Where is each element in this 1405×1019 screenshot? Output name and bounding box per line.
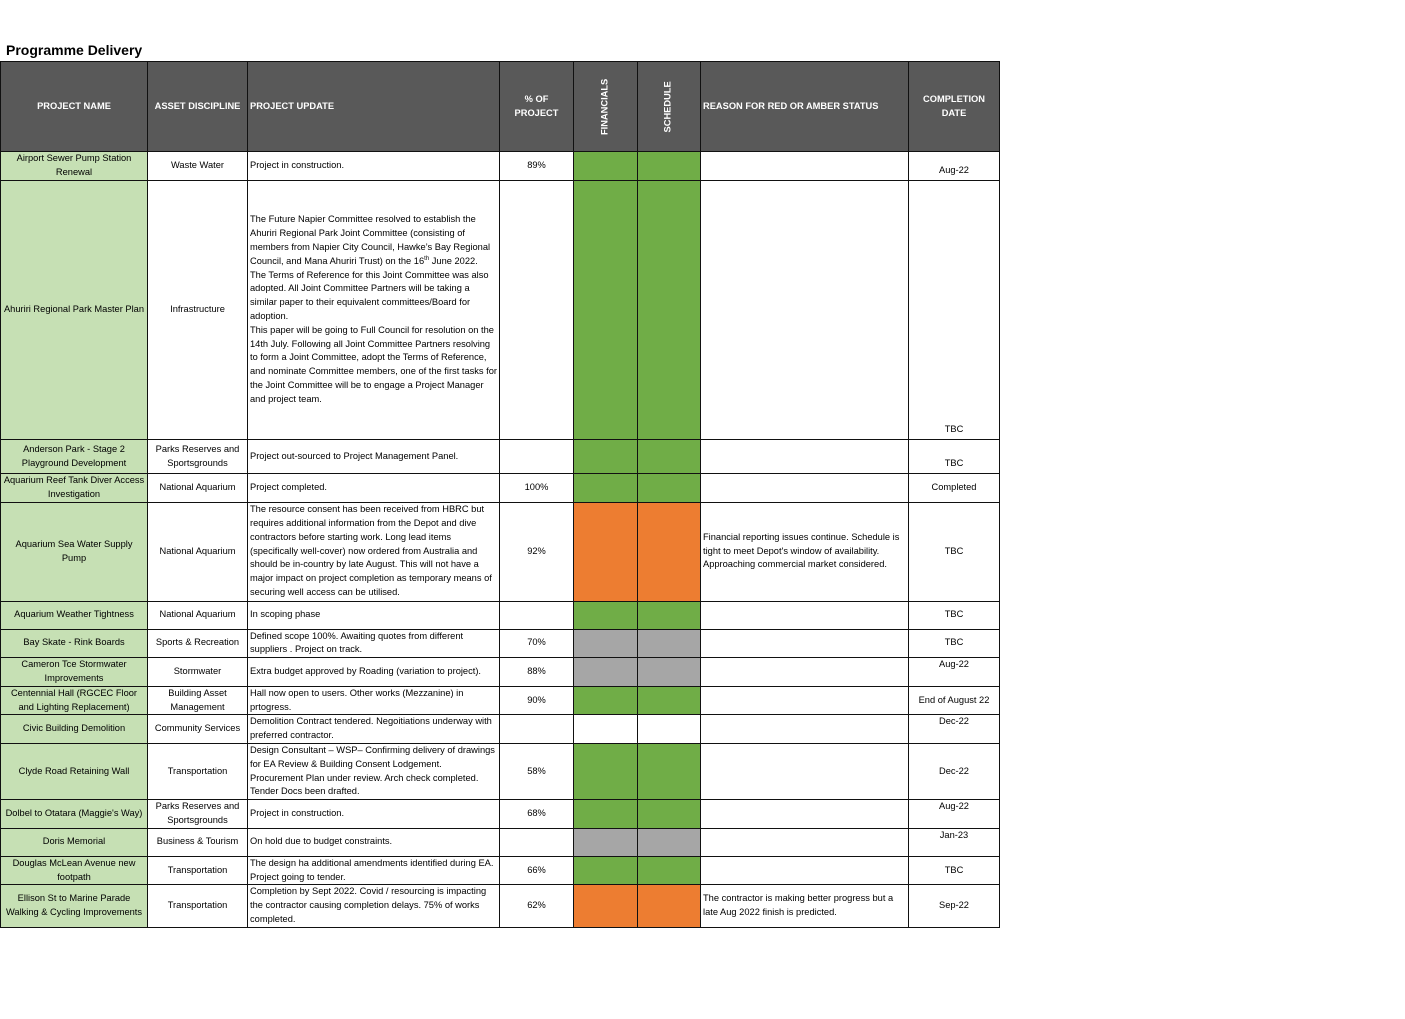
completion-cell: TBC xyxy=(909,601,1000,629)
reason-cell xyxy=(701,440,909,474)
project-name-cell: Anderson Park - Stage 2 Playground Development xyxy=(1,440,148,474)
completion-cell: TBC xyxy=(909,181,1000,440)
reason-cell xyxy=(701,474,909,503)
schedule-status-cell xyxy=(638,502,701,601)
header-project-name: PROJECT NAME xyxy=(1,62,148,152)
financials-status-cell xyxy=(574,715,638,744)
discipline-cell: Building Asset Management xyxy=(148,686,248,715)
completion-cell: Dec-22 xyxy=(909,715,1000,744)
reason-cell xyxy=(701,828,909,856)
header-completion: COMPLETION DATE xyxy=(909,62,1000,152)
completion-cell: Jan-23 xyxy=(909,828,1000,856)
schedule-status-cell xyxy=(638,686,701,715)
discipline-cell: National Aquarium xyxy=(148,474,248,503)
percent-cell: 66% xyxy=(500,856,574,885)
financials-status-cell xyxy=(574,440,638,474)
discipline-cell: Infrastructure xyxy=(148,181,248,440)
schedule-status-cell xyxy=(638,828,701,856)
programme-table xyxy=(0,61,1000,928)
update-cell: In scoping phase xyxy=(248,601,500,629)
completion-cell: Dec-22 xyxy=(909,743,1000,799)
reason-cell xyxy=(701,181,909,440)
update-cell xyxy=(248,181,500,440)
project-name-cell: Clyde Road Retaining Wall xyxy=(1,743,148,799)
completion-cell: Aug-22 xyxy=(909,152,1000,181)
table-row xyxy=(1,474,1000,503)
completion-cell: Completed xyxy=(909,474,1000,503)
header-project-update: PROJECT UPDATE xyxy=(248,62,500,152)
discipline-cell: Parks Reserves and Sportsgrounds xyxy=(148,440,248,474)
table-row xyxy=(1,800,1000,829)
schedule-status-cell xyxy=(638,800,701,829)
table-row xyxy=(1,152,1000,181)
table-row xyxy=(1,715,1000,744)
header-reason: REASON FOR RED OR AMBER STATUS xyxy=(701,62,909,152)
percent-cell xyxy=(500,601,574,629)
update-superscript: th xyxy=(424,255,430,262)
discipline-cell: Stormwater xyxy=(148,658,248,687)
completion-cell: TBC xyxy=(909,629,1000,658)
page-title: Programme Delivery xyxy=(6,42,143,58)
financials-status-cell xyxy=(574,181,638,440)
header-schedule xyxy=(638,62,701,152)
table-row xyxy=(1,856,1000,885)
percent-cell xyxy=(500,440,574,474)
update-cell: Project completed. xyxy=(248,474,500,503)
percent-cell: 88% xyxy=(500,658,574,687)
update-cell: Design Consultant – WSP– Confirming delivery of drawings for EA Review & Building Consent Lodgement. Procurement Plan under review. Arch check completed. Tender Docs been drafted. xyxy=(248,743,500,799)
schedule-status-cell xyxy=(638,601,701,629)
percent-cell xyxy=(500,181,574,440)
financials-status-cell xyxy=(574,686,638,715)
header-financials-label: FINANCIALS xyxy=(599,78,610,135)
financials-status-cell xyxy=(574,856,638,885)
discipline-cell: Transportation xyxy=(148,743,248,799)
completion-cell: Aug-22 xyxy=(909,800,1000,829)
reason-cell xyxy=(701,601,909,629)
update-text-a: The Future Napier Committee resolved to establish the Ahuriri Regional Park Joint Committee (consisting of members from Napier City Council, Hawke’s Bay Regional Council, and Mana Ahuriri Trust) on the 16 xyxy=(250,214,491,266)
schedule-status-cell xyxy=(638,181,701,440)
table-row xyxy=(1,743,1000,799)
table-row xyxy=(1,440,1000,474)
financials-status-cell xyxy=(574,601,638,629)
header-row xyxy=(1,62,1000,152)
reason-cell xyxy=(701,152,909,181)
table-row xyxy=(1,658,1000,687)
update-cell: Project in construction. xyxy=(248,800,500,829)
header-financials xyxy=(574,62,638,152)
financials-status-cell xyxy=(574,800,638,829)
update-cell: The resource consent has been received from HBRC but requires additional information from the Depot and dive contractors before starting work. Long lead items (specifically well-cover) now ordered from Australia and should be in-country by late August. This will not have a major impact on project completion as temporary means of securing well access can be utilised. xyxy=(248,502,500,601)
percent-cell xyxy=(500,828,574,856)
project-name-cell: Bay Skate - Rink Boards xyxy=(1,629,148,658)
table-row xyxy=(1,601,1000,629)
reason-cell xyxy=(701,715,909,744)
financials-status-cell xyxy=(574,885,638,927)
reason-cell: Financial reporting issues continue. Schedule is tight to meet Depot's window of availability. Approaching commercial market considered. xyxy=(701,502,909,601)
discipline-cell: Transportation xyxy=(148,885,248,927)
update-text-c: The Terms of Reference for this Joint Committee was also adopted. All Joint Committee Partners will be taking a similar paper to their equivalent committees/Board for adoption. xyxy=(250,269,489,321)
financials-status-cell xyxy=(574,152,638,181)
discipline-cell: Waste Water xyxy=(148,152,248,181)
schedule-status-cell xyxy=(638,885,701,927)
update-cell: Extra budget approved by Roading (variation to project). xyxy=(248,658,500,687)
reason-cell xyxy=(701,800,909,829)
project-name-cell: Ellison St to Marine Parade Walking & Cycling Improvements xyxy=(1,885,148,927)
update-cell: On hold due to budget constraints. xyxy=(248,828,500,856)
percent-cell xyxy=(500,715,574,744)
discipline-cell: Parks Reserves and Sportsgrounds xyxy=(148,800,248,829)
update-text-b: June 2022. xyxy=(429,255,478,266)
percent-cell: 92% xyxy=(500,502,574,601)
table-row xyxy=(1,502,1000,601)
completion-cell: Aug-22 xyxy=(909,658,1000,687)
financials-status-cell xyxy=(574,743,638,799)
percent-cell: 70% xyxy=(500,629,574,658)
completion-cell: TBC xyxy=(909,856,1000,885)
percent-cell: 68% xyxy=(500,800,574,829)
schedule-status-cell xyxy=(638,440,701,474)
header-schedule-label: SCHEDULE xyxy=(663,80,674,133)
reason-cell xyxy=(701,629,909,658)
reason-cell xyxy=(701,743,909,799)
project-name-cell: Aquarium Weather Tightness xyxy=(1,601,148,629)
reason-cell xyxy=(701,658,909,687)
table-row xyxy=(1,686,1000,715)
update-cell: Defined scope 100%. Awaiting quotes from different suppliers . Project on track. xyxy=(248,629,500,658)
financials-status-cell xyxy=(574,828,638,856)
update-cell: Demolition Contract tendered. Negoitiations underway with preferred contractor. xyxy=(248,715,500,744)
reason-cell xyxy=(701,686,909,715)
project-name-cell: Centennial Hall (RGCEC Floor and Lighting Replacement) xyxy=(1,686,148,715)
schedule-status-cell xyxy=(638,474,701,503)
financials-status-cell xyxy=(574,502,638,601)
project-name-cell: Ahuriri Regional Park Master Plan xyxy=(1,181,148,440)
percent-cell: 100% xyxy=(500,474,574,503)
project-name-cell: Civic Building Demolition xyxy=(1,715,148,744)
project-name-cell: Dolbel to Otatara (Maggie's Way) xyxy=(1,800,148,829)
discipline-cell: Community Services xyxy=(148,715,248,744)
discipline-cell: National Aquarium xyxy=(148,502,248,601)
discipline-cell: Transportation xyxy=(148,856,248,885)
table-row xyxy=(1,629,1000,658)
financials-status-cell xyxy=(574,658,638,687)
discipline-cell: Sports & Recreation xyxy=(148,629,248,658)
reason-cell xyxy=(701,856,909,885)
completion-cell: End of August 22 xyxy=(909,686,1000,715)
project-name-cell: Doris Memorial xyxy=(1,828,148,856)
table-row xyxy=(1,828,1000,856)
percent-cell: 62% xyxy=(500,885,574,927)
percent-cell: 89% xyxy=(500,152,574,181)
reason-cell: The contractor is making better progress but a late Aug 2022 finish is predicted. xyxy=(701,885,909,927)
schedule-status-cell xyxy=(638,152,701,181)
schedule-status-cell xyxy=(638,743,701,799)
schedule-status-cell xyxy=(638,856,701,885)
project-name-cell: Douglas McLean Avenue new footpath xyxy=(1,856,148,885)
completion-cell: Sep-22 xyxy=(909,885,1000,927)
table-row xyxy=(1,181,1000,440)
update-cell: The design ha additional amendments identified during EA. Project going to tender. xyxy=(248,856,500,885)
schedule-status-cell xyxy=(638,629,701,658)
update-cell: Hall now open to users. Other works (Mezzanine) in prtogress. xyxy=(248,686,500,715)
percent-cell: 58% xyxy=(500,743,574,799)
project-name-cell: Aquarium Sea Water Supply Pump xyxy=(1,502,148,601)
schedule-status-cell xyxy=(638,715,701,744)
update-cell: Project out-sourced to Project Management Panel. xyxy=(248,440,500,474)
project-name-cell: Cameron Tce Stormwater Improvements xyxy=(1,658,148,687)
financials-status-cell xyxy=(574,474,638,503)
project-name-cell: Airport Sewer Pump Station Renewal xyxy=(1,152,148,181)
discipline-cell: National Aquarium xyxy=(148,601,248,629)
project-name-cell: Aquarium Reef Tank Diver Access Investigation xyxy=(1,474,148,503)
completion-cell: TBC xyxy=(909,502,1000,601)
completion-cell: TBC xyxy=(909,440,1000,474)
discipline-cell: Business & Tourism xyxy=(148,828,248,856)
percent-cell: 90% xyxy=(500,686,574,715)
header-percent: % OF PROJECT xyxy=(500,62,574,152)
header-asset-discipline: ASSET DISCIPLINE xyxy=(148,62,248,152)
update-cell: Completion by Sept 2022. Covid / resourcing is impacting the contractor causing completion delays. 75% of works completed. xyxy=(248,885,500,927)
update-cell: Project in construction. xyxy=(248,152,500,181)
financials-status-cell xyxy=(574,629,638,658)
table-row xyxy=(1,885,1000,927)
update-text-d: This paper will be going to Full Council for resolution on the 14th July. Following all Joint Committee Partners resolving to form a Joint Committee, adopt the Terms of Reference, and nominate Committee members, one of the first tasks for the Joint Committee will be to engage a Project Manager and project team. xyxy=(250,324,497,404)
schedule-status-cell xyxy=(638,658,701,687)
